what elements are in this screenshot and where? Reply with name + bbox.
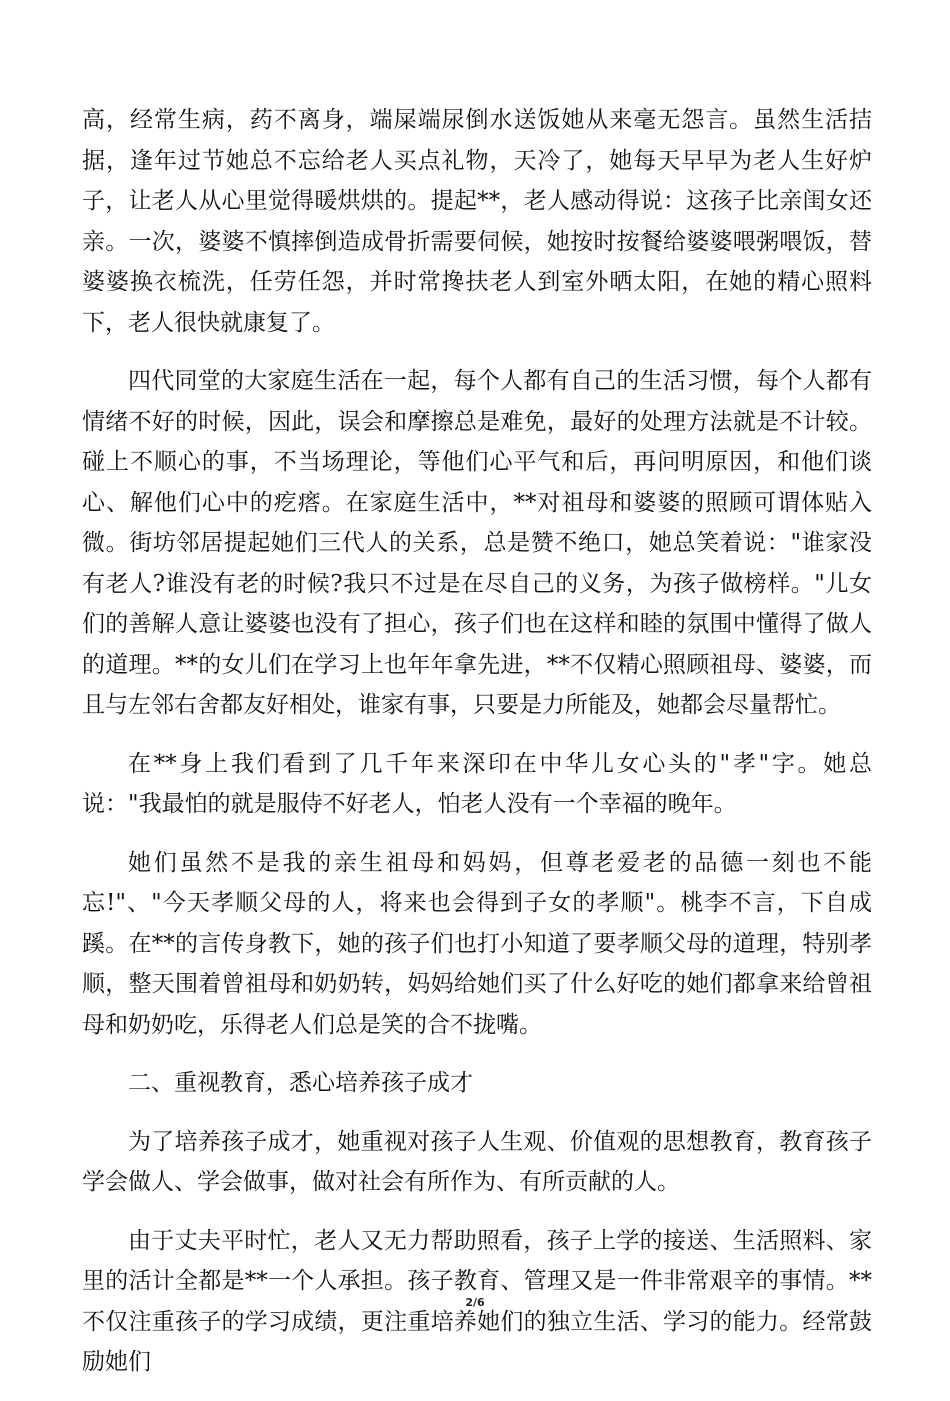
paragraph-education-detail: 由于丈夫平时忙，老人又无力帮助照看，孩子上学的接送、生活照料、家里的活计全都是**一个人承担。孩子教育、管理又是一件非常艰辛的事情。**不仅注重孩子的学习成绩，更注重培养她们的独立生活、学习的能力。经常鼓励她们: [82, 1227, 872, 1375]
section-heading: 二、重视教育，悉心培养孩子成才: [128, 1070, 473, 1096]
paragraph-continuation: 高，经常生病，药不离身，端屎端尿倒水送饭她从来毫无怨言。虽然生活拮据，逢年过节她总不忘给老人买点礼物，天冷了，她每天早早为老人生好炉子，让老人从心里觉得暖烘烘的。提起**，老人感动得说：这孩子比亲闺女还亲。一次，婆婆不慎摔倒造成骨折需要伺候，她按时按餐给婆婆喂粥喂饭，替婆婆换衣梳洗，任劳任怨，并时常搀扶老人到室外晒太阳，在她的精心照料下，老人很快就康复了。: [82, 107, 872, 336]
page-number: 2/6: [465, 1296, 485, 1309]
paragraph-filial-piety: 在**身上我们看到了几千年来深印在中华儿女心头的"孝"字。她总说："我最怕的就是服侍不好老人，怕老人没有一个幸福的晚年。: [82, 750, 872, 817]
document-body: [82, 100, 872, 1401]
paragraph-education-intro: 为了培养孩子成才，她重视对孩子人生观、价值观的思想教育，教育孩子学会做人、学会做事，做对社会有所作为、有所贡献的人。: [82, 1128, 872, 1195]
paragraph-family-harmony: 四代同堂的大家庭生活在一起，每个人都有自己的生活习惯，每个人都有情绪不好的时候，因此，误会和摩擦总是难免，最好的处理方法就是不计较。碰上不顺心的事，不当场理论，等他们心平气和后，再问明原因，和他们谈心、解他们心中的疙瘩。在家庭生活中，**对祖母和婆婆的照顾可谓体贴入微。街坊邻居提起她们三代人的关系，总是赞不绝口，她总笑着说："谁家没有老人?谁没有老的时候?我只不过是在尽自己的义务，为孩子做榜样。"儿女们的善解人意让婆婆也没有了担心，孩子们也在这样和睦的氛围中懂得了做人的道理。**的女儿们在学习上也年年拿先进，**不仅精心照顾祖母、婆婆，而且与左邻右舍都友好相处，谁家有事，只要是力所能及，她都会尽量帮忙。: [82, 368, 872, 718]
paragraph-example-teaching: 她们虽然不是我的亲生祖母和妈妈，但尊老爱老的品德一刻也不能忘!"、"今天孝顺父母的人，将来也会得到子女的孝顺"。桃李不言，下自成蹊。在**的言传身教下，她的孩子们也打小知道了要孝顺父母的道理，特别孝顺，整天围着曾祖母和奶奶转，妈妈给她们买了什么好吃的她们都拿来给曾祖母和奶奶吃，乐得老人们总是笑的合不拢嘴。: [82, 849, 872, 1038]
